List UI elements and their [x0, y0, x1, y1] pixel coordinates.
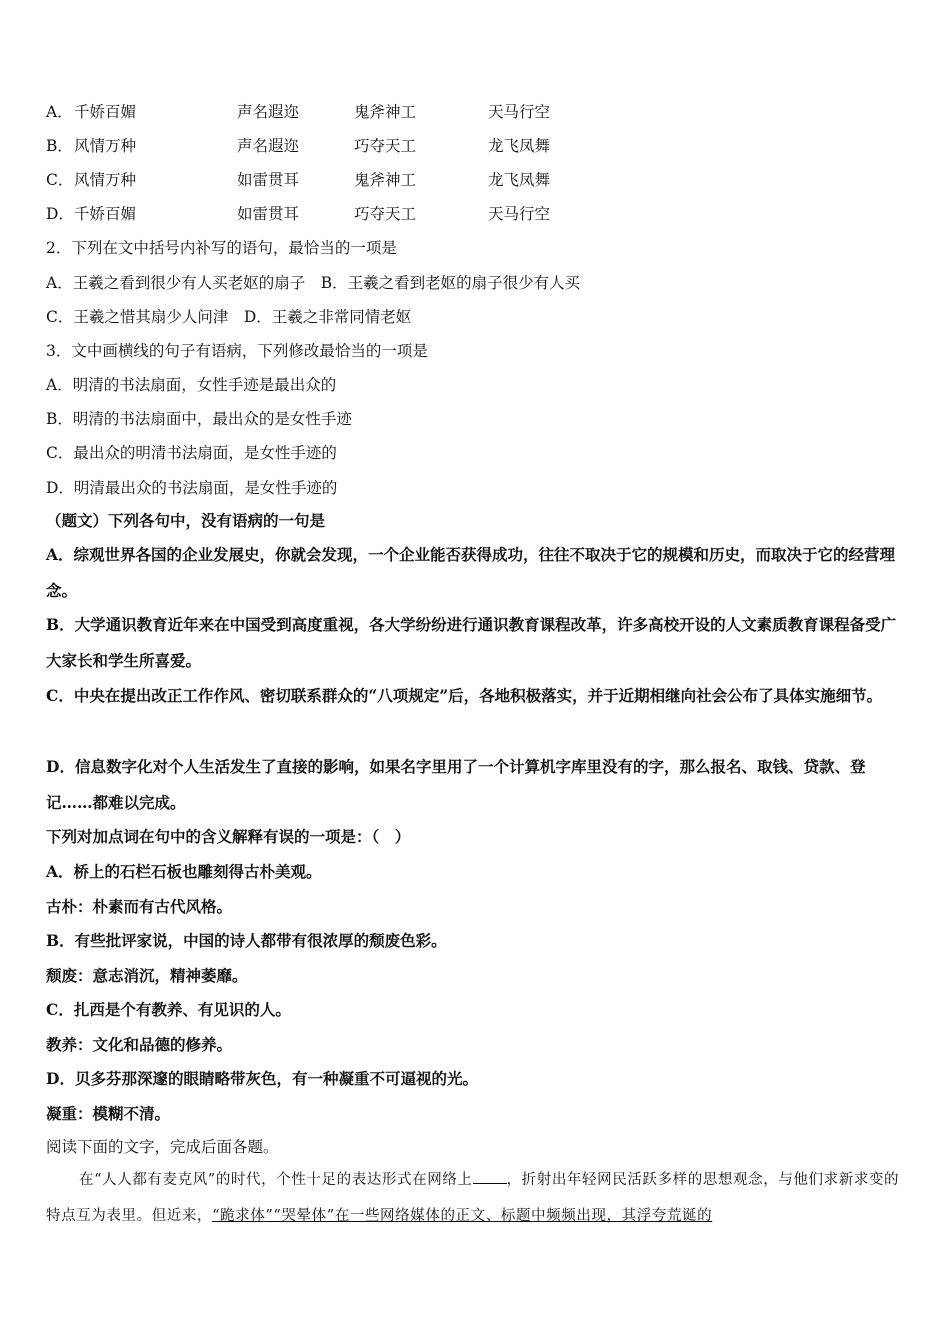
- option-item: 千娇百媚: [74, 103, 137, 121]
- q5-option-d: D．贝多芬那深邃的眼睛略带灰色，有一种凝重不可逼视的光。: [46, 1069, 478, 1088]
- q2-stem: 2．下列在文中括号内补写的语句，最恰当的一项是: [46, 239, 397, 257]
- option-item: 如雷贯耳: [237, 171, 300, 189]
- q5-option-c: C．扎西是个有教养、有见识的人。: [46, 1000, 291, 1019]
- option-item: 声名遐迩: [237, 137, 300, 155]
- q1-option-a: [46, 102, 550, 122]
- option-item: 风情万种: [74, 171, 137, 189]
- q5-stem: 下列对加点词在句中的含义解释有误的一项是：（ ）: [46, 827, 411, 846]
- q3-option-b: B．明清的书法扇面中，最出众的是女性手迹: [46, 410, 352, 428]
- option-item: 巧夺天工: [354, 205, 417, 223]
- option-item: 声名遐迩: [237, 103, 300, 121]
- q3-option-d: D．明清最出众的书法扇面，是女性手迹的: [46, 479, 338, 497]
- q1-option-d: [46, 204, 550, 224]
- option-item: 鬼斧神工: [354, 171, 417, 189]
- q5-gloss-c: 教养：文化和品德的修养。: [46, 1035, 233, 1054]
- q5-option-a: A．桥上的石栏石板也雕刻得古朴美观。: [46, 862, 322, 881]
- option-label: B．: [46, 137, 73, 155]
- option-item: 风情万种: [74, 137, 137, 155]
- option-item: 鬼斧神工: [354, 103, 417, 121]
- option-item: 如雷贯耳: [237, 205, 300, 223]
- option-item: 天马行空: [488, 103, 551, 121]
- reading-intro: 阅读下面的文字，完成后面各题。: [46, 1138, 279, 1156]
- option-item: 千娇百媚: [74, 205, 137, 223]
- passage-text: ，折射出年轻网民活跃多样的思想观念，与他们求新求变的特点互为表里。但近来，: [46, 1172, 900, 1224]
- underlined-sentence: “跪求体”“哭晕体”在一些网络媒体的正文、标题中频频出现，其浮夸荒诞的: [212, 1208, 713, 1224]
- q5-gloss-b: 颓废：意志消沉，精神萎靡。: [46, 966, 248, 985]
- option-label: D．: [46, 205, 74, 223]
- q4-option-a: A．综观世界各国的企业发展史，你就会发现，一个企业能否获得成功，往往不取决于它的规模和历史，而取决于它的经营理念。: [46, 545, 896, 600]
- option-item: 龙飞凤舞: [488, 137, 551, 155]
- q2-options-row2: C．王羲之惜其扇少人问津 D．王羲之非常同情老妪: [46, 308, 412, 326]
- q1-option-b: [46, 136, 550, 156]
- option-item: 巧夺天工: [354, 137, 417, 155]
- q4-option-b: B．大学通识教育近年来在中国受到高度重视，各大学纷纷进行通识教育课程改革，许多高校开设的人文素质教育课程备受广大家长和学生所喜爱。: [46, 615, 897, 670]
- q3-stem: 3．文中画横线的句子有语病，下列修改最恰当的一项是: [46, 342, 428, 360]
- q4-option-d: D．信息数字化对个人生活发生了直接的影响，如果名字里用了一个计算机字库里没有的字，那么报名、取钱、贷款、登记……都难以完成。: [46, 757, 866, 812]
- option-item: 龙飞凤舞: [488, 171, 551, 189]
- q4-stem: （题文）下列各句中，没有语病的一句是: [46, 511, 326, 530]
- q5-gloss-a: 古朴：朴素而有古代风格。: [46, 897, 233, 916]
- option-item: 天马行空: [488, 205, 551, 223]
- q4-option-c: C．中央在提出改正工作作风、密切联系群众的“八项规定”后，各地积极落实，并于近期相继向社会公布了具体实施细节。: [46, 686, 883, 705]
- q2-options-row1: A．王羲之看到很少有人买老妪的扇子 B．王羲之看到老妪的扇子很少有人买: [46, 274, 581, 292]
- fill-blank: [473, 1169, 507, 1184]
- q1-option-c: [46, 170, 550, 190]
- q5-option-b: B．有些批评家说，中国的诗人都带有很浓厚的颓废色彩。: [46, 931, 447, 950]
- option-label: C．: [46, 171, 74, 189]
- q5-gloss-d: 凝重：模糊不清。: [46, 1104, 171, 1123]
- option-label: A．: [46, 103, 73, 121]
- q3-option-a: A．明清的书法扇面，女性手迹是最出众的: [46, 376, 337, 394]
- passage-text: 在“人人都有麦克风”的时代，个性十足的表达形式在网络上: [79, 1172, 473, 1188]
- reading-paragraph: [46, 1162, 906, 1234]
- q3-option-c: C．最出众的明清书法扇面，是女性手迹的: [46, 444, 337, 462]
